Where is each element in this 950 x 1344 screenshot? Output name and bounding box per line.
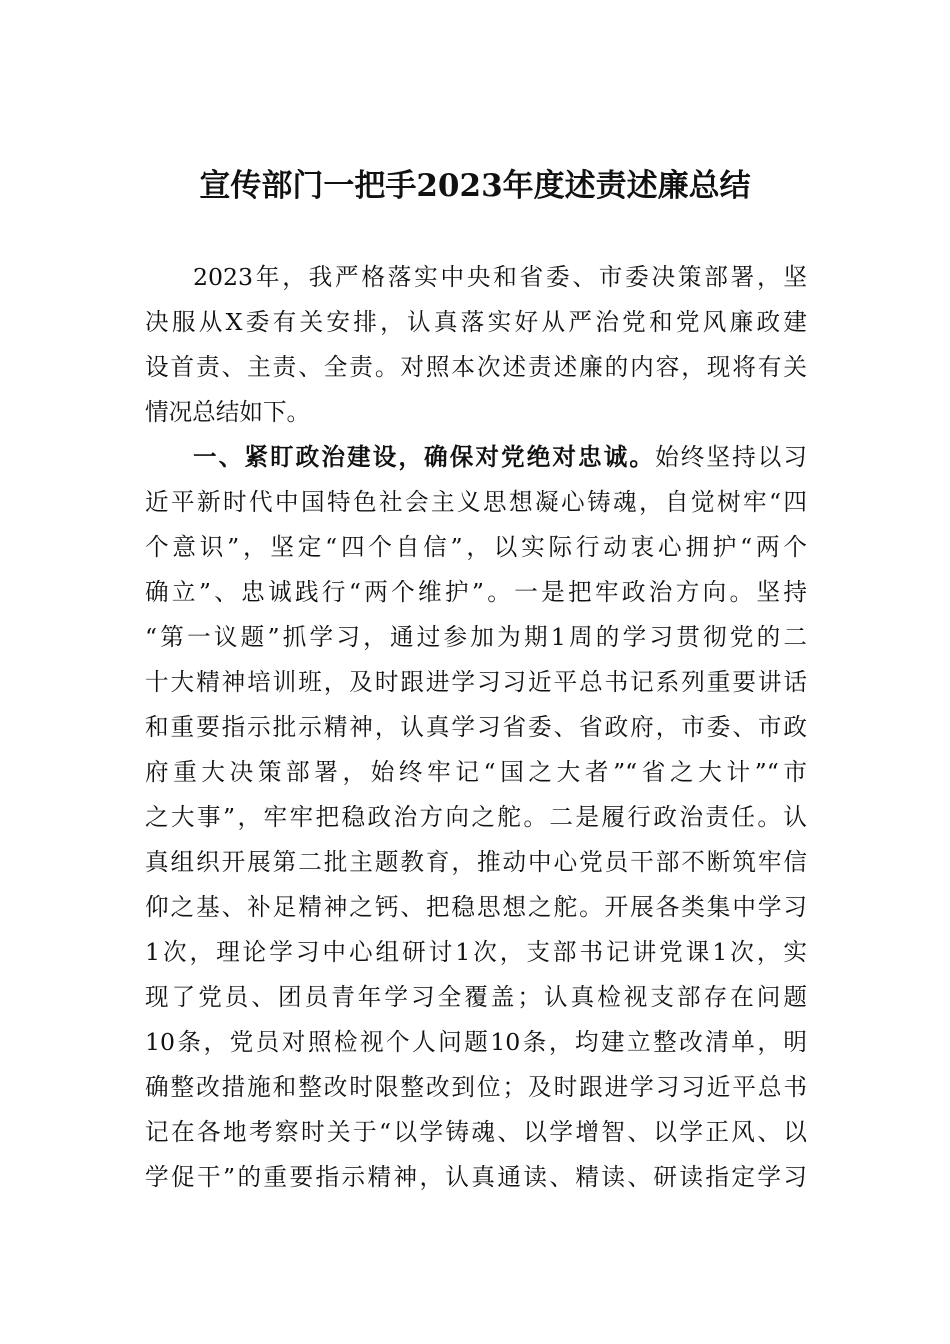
section-line: “第一议题”抓学习，通过参加为期1周的学习贯彻党的二 [145, 623, 807, 651]
section-line: 确整改措施和整改时限整改到位；及时跟进学习习近平总书 [145, 1073, 807, 1101]
section-line: 和重要指示批示精神，认真学习省委、省政府，市委、市政 [145, 713, 807, 741]
section-line: 府重大决策部署，始终牢记“国之大者”“省之大计”“市 [145, 758, 807, 786]
section-first-line-text: 始终坚持以习 [655, 443, 808, 471]
section-line: 记在各地考察时关于“以学铸魂、以学增智、以学正风、以 [145, 1118, 807, 1146]
section-heading: 一、紧盯政治建设，确保对党绝对忠诚。 [193, 443, 656, 471]
section-line: 10条，党员对照检视个人问题10条，均建立整改清单，明 [145, 1028, 807, 1056]
intro-line: 决服从X委有关安排，认真落实好从严治党和党风廉政建 [145, 308, 807, 336]
section-first-line [145, 435, 807, 480]
section-line: 之大事”，牢牢把稳政治方向之舵。二是履行政治责任。认 [145, 803, 807, 831]
intro-line: 2023年，我严格落实中央和省委、市委决策部署，坚 [193, 263, 807, 291]
section-line: 真组织开展第二批主题教育，推动中心党员干部不断筑牢信 [145, 848, 807, 876]
document-body [145, 255, 807, 1200]
section-line: 现了党员、团员青年学习全覆盖；认真检视支部存在问题 [145, 983, 807, 1011]
section-line: 十大精神培训班，及时跟进学习习近平总书记系列重要讲话 [145, 668, 807, 696]
section-line: 确立”、忠诚践行“两个维护”。一是把牢政治方向。坚持 [145, 578, 807, 606]
intro-line: 情况总结如下。 [145, 398, 311, 426]
document-title: 宣传部门一把手2023年度述责述廉总结 [199, 168, 751, 204]
section-line: 学促干”的重要指示精神，认真通读、精读、研读指定学习 [145, 1163, 807, 1191]
section-line: 个意识”，坚定“四个自信”，以实际行动衷心拥护“两个 [145, 533, 807, 561]
intro-line: 设首责、主责、全责。对照本次述责述廉的内容，现将有关 [145, 353, 807, 381]
section-line: 仰之基、补足精神之钙、把稳思想之舵。开展各类集中学习 [145, 893, 807, 921]
section-line: 1次，理论学习中心组研讨1次，支部书记讲党课1次，实 [145, 938, 807, 966]
section-line: 近平新时代中国特色社会主义思想凝心铸魂，自觉树牢“四 [145, 488, 807, 516]
